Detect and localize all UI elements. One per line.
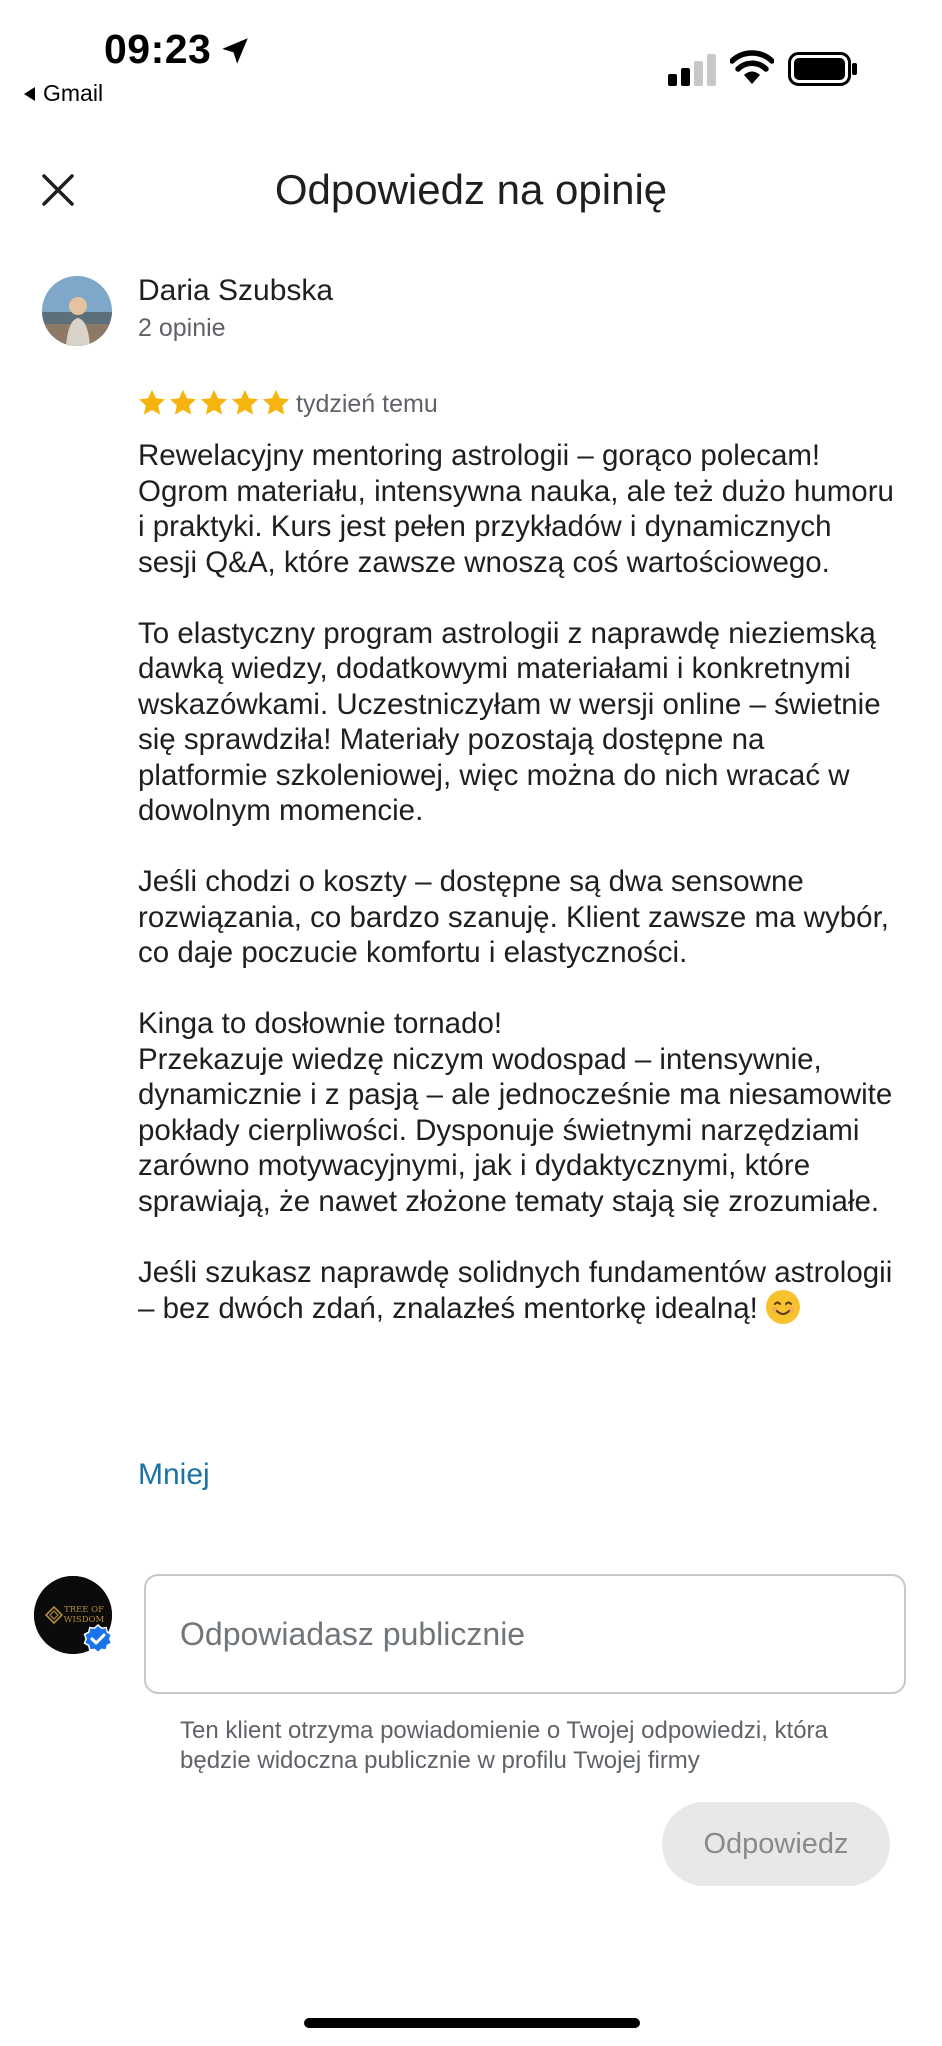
cellular-signal-icon — [668, 54, 718, 86]
reviewer-avatar[interactable] — [42, 276, 112, 346]
star-icon — [230, 388, 260, 418]
reply-visibility-note: Ten klient otrzyma powiadomienie o Twojej odpowiedzi, która będzie widoczna publicznie w profilu Twojej firmy — [180, 1717, 828, 1774]
status-time: 09:23 — [104, 26, 212, 72]
page-title: Odpowiedz na opinię — [274, 166, 668, 213]
home-indicator[interactable] — [304, 2018, 640, 2028]
review-paragraph: Jeśli szukasz naprawdę solidnych fundamentów astrologii – bez dwóch zdań, znalazłeś mentorkę idealną! — [138, 1255, 893, 1325]
reviewer-name[interactable]: Daria Szubska — [138, 274, 334, 307]
back-to-app-link[interactable] — [24, 80, 103, 107]
star-icon — [168, 388, 198, 418]
smiling-face-emoji-icon — [766, 1290, 800, 1324]
svg-text:TREE OF: TREE OF — [63, 1605, 105, 1615]
star-rating — [137, 388, 291, 418]
review-paragraph: Kinga to dosłownie tornado! Przekazuje wiedzę niczym wodospad – intensywnie, dynamicznie i z pasją – ale jednocześnie ma niesamowite pokłady cierpliwości. Dysponuje świetnymi narzędziami zarówno motywacyjnymi, jak i dydaktycznymi, które sprawiają, że nawet złożone tematy stają się zrozumiałe. — [138, 1007, 893, 1218]
star-icon — [261, 388, 291, 418]
review-time: tydzień temu — [296, 390, 438, 418]
show-less-link[interactable]: Mniej — [138, 1458, 210, 1491]
wifi-icon — [730, 50, 774, 84]
battery-icon — [788, 52, 858, 86]
reviewer-photo — [42, 276, 112, 346]
back-arrow-icon — [24, 87, 35, 101]
star-icon — [137, 388, 167, 418]
reviewer-review-count: 2 opinie — [138, 314, 226, 342]
review-last-paragraph — [138, 1255, 898, 1327]
submit-reply-button[interactable]: Odpowiedz — [662, 1802, 890, 1886]
review-text — [138, 438, 898, 1327]
review-paragraph: Jeśli chodzi o koszty – dostępne są dwa sensowne rozwiązania, co bardzo szanuję. Klient zawsze ma wybór, co daje poczucie komfortu i elastyczności. — [138, 865, 889, 969]
verified-badge-icon — [82, 1624, 114, 1656]
svg-text:WISDOM: WISDOM — [63, 1615, 105, 1625]
reply-input[interactable]: Odpowiadasz publicznie — [144, 1574, 906, 1694]
location-arrow-icon — [218, 34, 252, 68]
review-paragraph: Rewelacyjny mentoring astrologii – gorąco polecam! Ogrom materiału, intensywna nauka, ale też dużo humoru i praktyki. Kurs jest pełen przykładów i dynamicznych sesji Q&A, które zawsze wnoszą coś wartościowego. — [138, 439, 894, 579]
review-paragraph: To elastyczny program astrologii z naprawdę nieziemską dawką wiedzy, dodatkowymi materiałami i konkretnymi wskazówkami. Uczestniczyłam w wersji online – świetnie się sprawdziła! Materiały pozostają dostępne na platformie szkoleniowej, więc można do nich wracać w dowolnym momencie. — [138, 616, 881, 827]
star-icon — [199, 388, 229, 418]
back-app-label: Gmail — [43, 80, 104, 106]
